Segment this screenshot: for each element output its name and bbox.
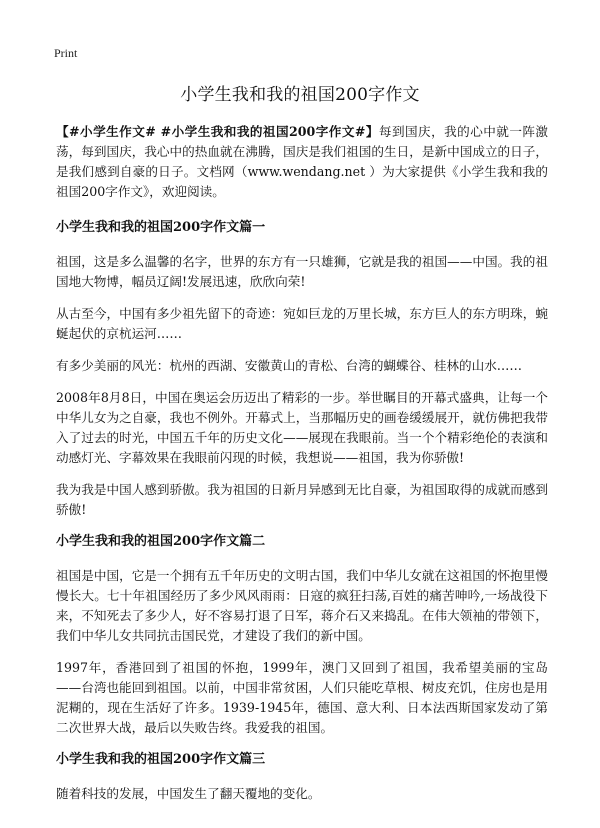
- paragraph: 祖国是中国，它是一个拥有五千年历史的文明古国，我们中华儿女就在这祖国的怀抱里慢慢长大。七十年祖国经历了多少风风雨雨：日寇的疯狂扫荡,百姓的痛苦呻吟,一场战役下来，不知死去了多少人，好不容易打退了日军，蒋介石又来捣乱。在伟大领袖的带领下，我们中华儿女共同抗击国民党，才建设了我们的新中国。: [56, 568, 548, 643]
- intro-text: 每到国庆，我的心中就一阵激荡，每到国庆，我心中的热血就在沸腾，国庆是我们祖国的生日，是新中国成立的日子，是我们感到自豪的日子。文档网（www.wendang.net ）为大家提供《小学生我和我的祖国200字作文》，欢迎阅读。: [56, 124, 548, 199]
- section-heading-3: 小学生我和我的祖国200字作文篇三: [56, 752, 266, 767]
- paragraph: 我为我是中国人感到骄傲。我为祖国的日新月异感到无比自豪，为祖国取得的成就而感到骄傲!: [56, 482, 548, 517]
- print-label: Print: [54, 46, 78, 60]
- paragraph: 随着科技的发展，中国发生了翻天覆地的变化。: [56, 786, 321, 801]
- paragraph: 有多少美丽的风光：杭州的西湖、安徽黄山的青松、台湾的蝴蝶谷、桂林的山水……: [56, 358, 522, 373]
- paragraph: 1997年，香港回到了祖国的怀抱，1999年，澳门又回到了祖国，我希望美丽的宝岛——台湾也能回到祖国。以前，中国非常贫困，人们只能吃草根、树皮充饥，住房也是用泥糊的，现在生活好了许多。1939-1945年，德国、意大利、日本法西斯国家发动了第二次世界大战，最后以失败告终。我爱我的祖国。: [56, 660, 548, 735]
- paragraph: 祖国，这是多么温馨的名字，世界的东方有一只雄狮，它就是我的祖国——中国。我的祖国地大物博，幅员辽阔!发展迅速，欣欣向荣!: [56, 254, 548, 289]
- paragraph: 2008年8月8日，中国在奥运会历迈出了精彩的一步。举世瞩目的开幕式盛典，让每一个中华儿女为之自豪，我也不例外。开幕式上，当那幅历史的画卷缓缓展开，就仿佛把我带入了过去的时光，中国五千年的历史文化——展现在我眼前。当一个个精彩绝伦的表演和动感灯光、字幕效果在我眼前闪现的时候，我想说——祖国，我为你骄傲!: [56, 390, 548, 465]
- intro-paragraph: [56, 122, 548, 202]
- intro-tag: 【#小学生作文# #小学生我和我的祖国200字作文#】: [56, 124, 379, 139]
- page-title: 小学生我和我的祖国200字作文: [180, 85, 420, 105]
- section-heading-2: 小学生我和我的祖国200字作文篇二: [56, 534, 266, 549]
- article-body: [56, 122, 548, 816]
- section-heading-1: 小学生我和我的祖国200字作文篇一: [56, 220, 266, 235]
- paragraph: 从古至今，中国有多少祖先留下的奇迹：宛如巨龙的万里长城，东方巨人的东方明珠，蜿蜒起伏的京杭运河……: [56, 306, 548, 341]
